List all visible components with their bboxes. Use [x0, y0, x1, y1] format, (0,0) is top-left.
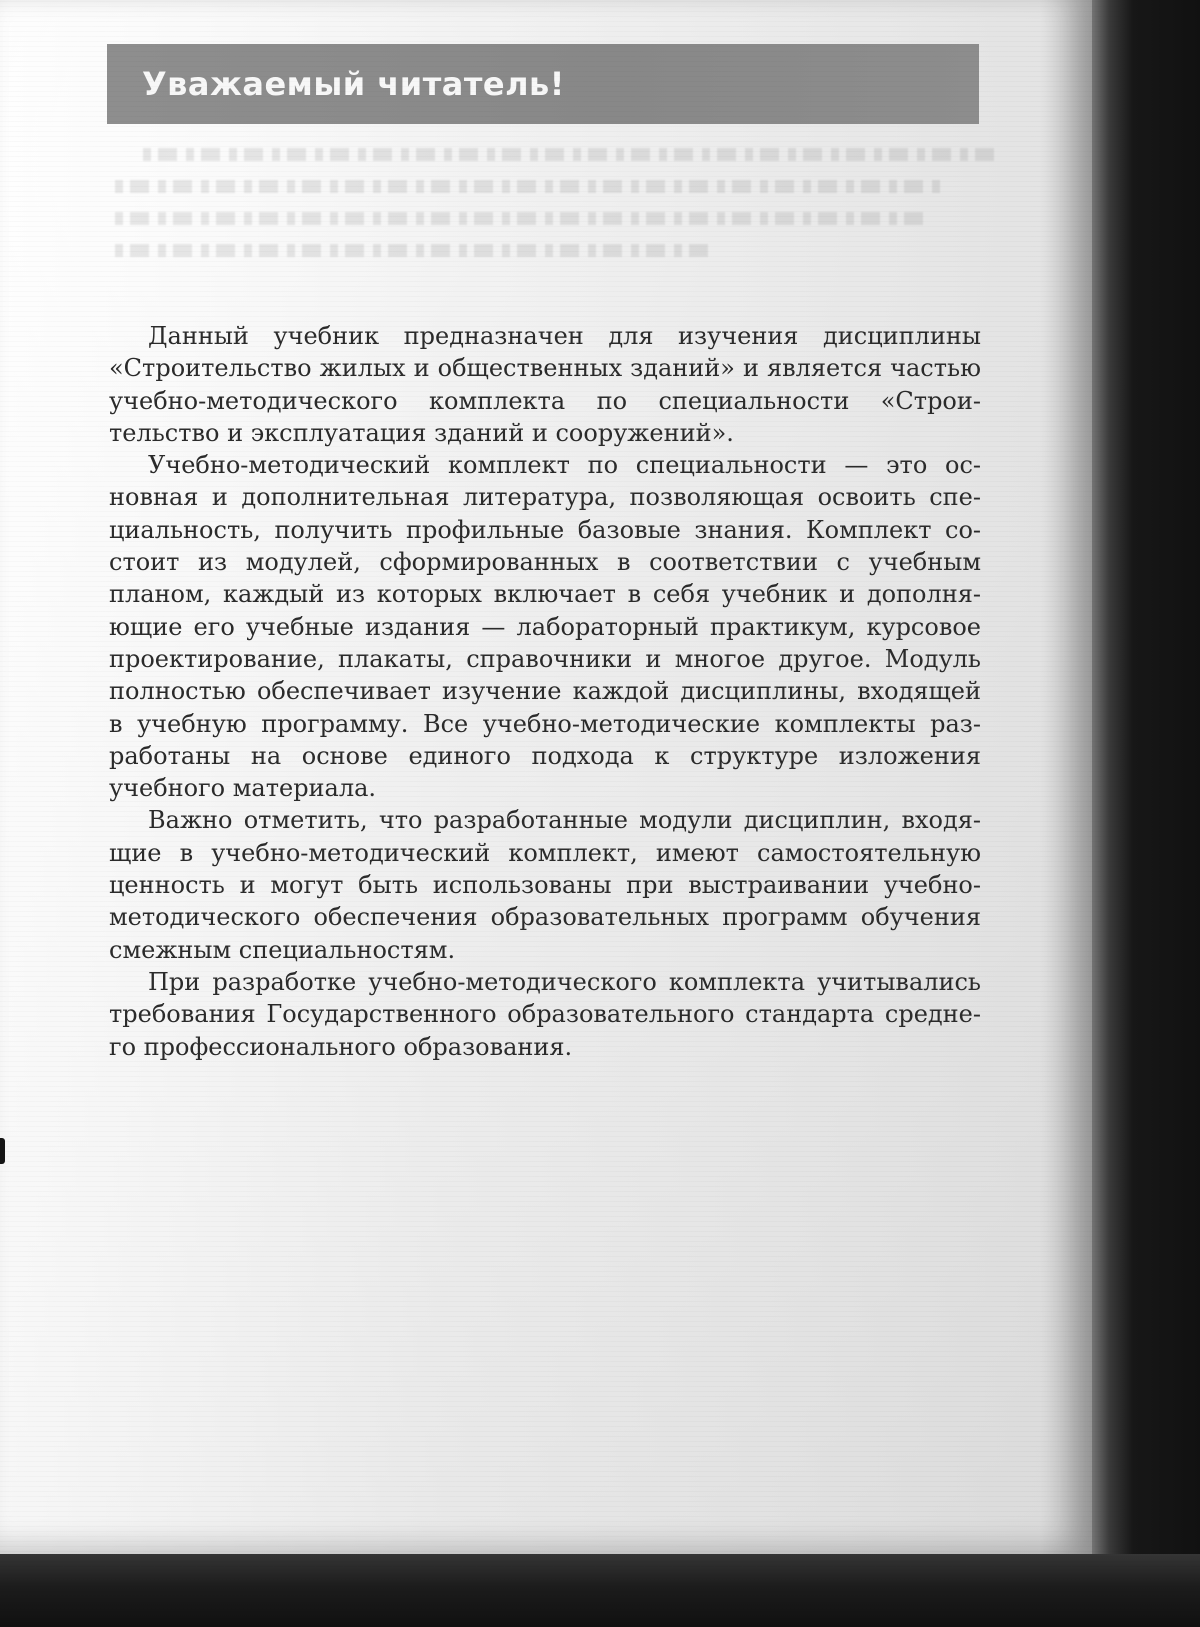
paragraph-purpose: Данный учебник предназначен для изучения дисциплины «Строительство жилых и общественных зданий» и является частью учебно-методического комплекта по специальности «Строительство и эксплуатация зданий и сооружений». [109, 322, 981, 447]
page-edge-shadow [1040, 0, 1096, 1554]
book-right-edge [1092, 0, 1200, 1627]
faint-line [115, 212, 923, 225]
page-title: Уважаемый читатель! [142, 65, 565, 103]
title-banner [107, 44, 979, 124]
book-bottom-edge [0, 1554, 1200, 1627]
scan-edge-mark [0, 1138, 5, 1164]
paragraph-module-value: Важно отметить, что разработанные модули дисциплин, входящие в учебно-методический комплект, имеют самостоятельную ценность и могут быть использованы при выстраивании учебнометодического обеспечения образовательных программ обучения смежным специальностям. [109, 806, 981, 964]
faint-line [115, 180, 941, 193]
paragraph-complex-description: Учебно-методический комплект по специальности — это основная и дополнительная литература, позволяющая освоить специальность, получить профильные базовые знания. Комплект состоит из модулей, сформированных в соответствии с учебным планом, каждый из которых включает в себя учебник и дополняющие его учебные издания — лабораторный практикум, курсовое проектирование, плакаты, справочники и многое другое. Модуль полностью обеспечивает изучение каждой дисциплины, входящей в учебную программу. Все учебно-методические комплекты разработаны на основе единого подхода к структуре изложения учебного материала. [109, 451, 981, 803]
foreword-text [109, 320, 981, 1063]
faint-bleed-through-text [115, 148, 975, 280]
faint-line [143, 148, 1003, 161]
faint-line [115, 244, 708, 257]
paragraph-standard-requirements: При разработке учебно-методического комплекта учитывались требования Государственного образовательного стандарта среднего профессионального образования. [109, 967, 981, 1061]
